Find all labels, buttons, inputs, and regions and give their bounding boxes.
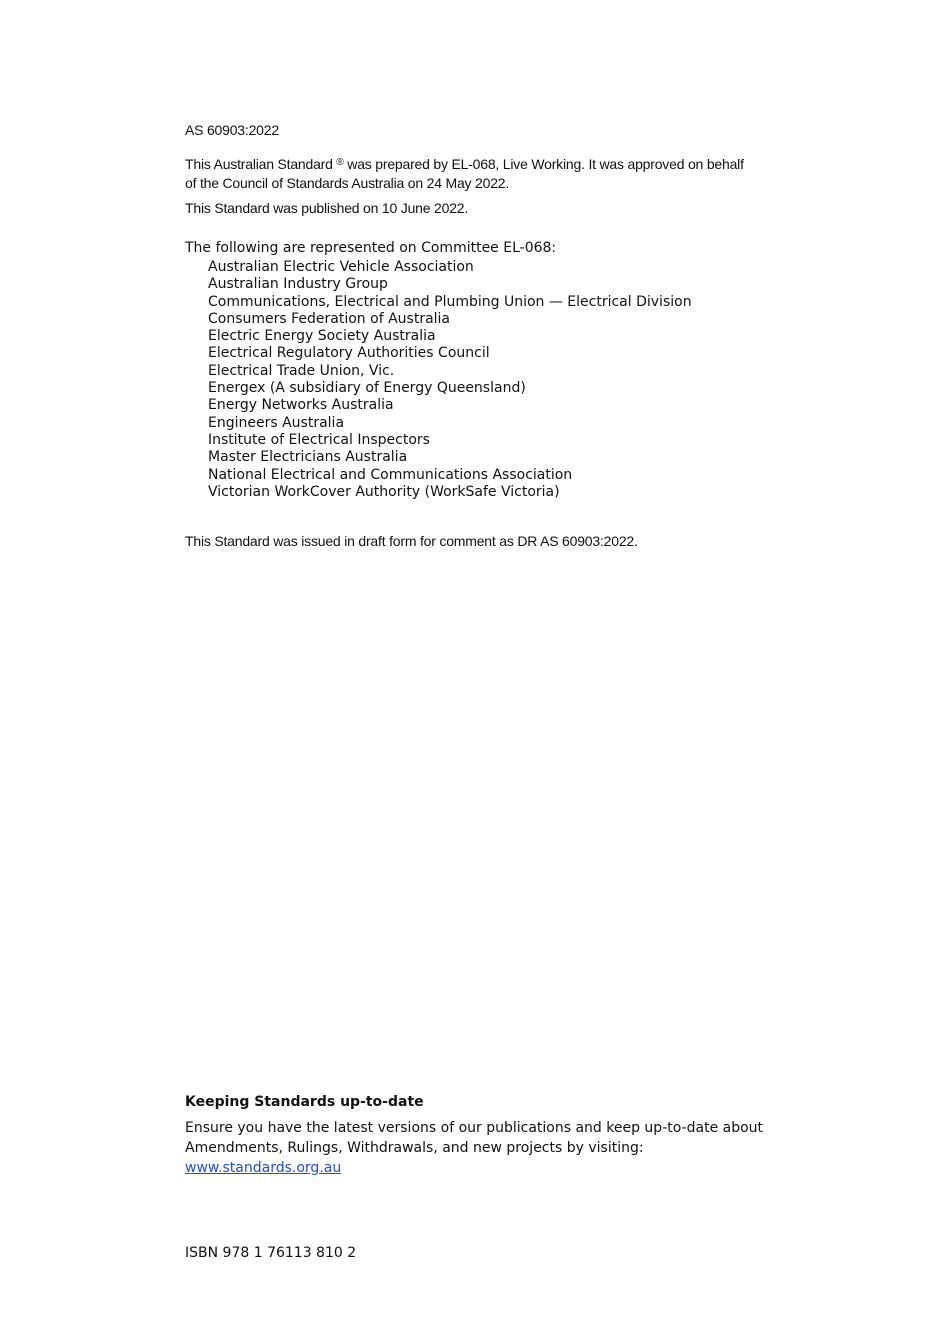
draft-note: This Standard was issued in draft form for comment as DR AS 60903:2022.: [185, 533, 638, 549]
approval-statement: [185, 155, 755, 193]
committee-member: Master Electricians Australia: [208, 449, 408, 466]
committee-member: Energex (A subsidiary of Energy Queensland): [208, 380, 526, 397]
committee-member: Consumers Federation of Australia: [208, 310, 451, 327]
registered-mark: ®: [336, 157, 344, 168]
keeping-up-to-date-text: [185, 1118, 785, 1178]
committee-member: Australian Electric Vehicle Association: [208, 259, 474, 275]
keeping-up-to-date-heading: Keeping Standards up-to-date: [185, 1094, 424, 1110]
document-id: AS 60903:2022: [185, 122, 279, 138]
keeping-up-to-date-body: Ensure you have the latest versions of our publications and keep up-to-date about Amendments, Rulings, Withdrawals, and new projects by visiting:: [185, 1120, 764, 1156]
committee-member: Institute of Electrical Inspectors: [208, 431, 430, 448]
committee-member: Communications, Electrical and Plumbing Union — Electrical Division: [208, 293, 692, 310]
committee-member: Australian Industry Group: [208, 276, 388, 293]
approval-text-end: was prepared by EL-068, Live Working. It was approved on behalf of the Council of Standards Australia on 24 May 2022.: [185, 156, 744, 191]
committee-member: Victorian WorkCover Authority (WorkSafe Victoria): [208, 483, 560, 500]
committee-member-list: [208, 259, 692, 501]
committee-member: Electrical Trade Union, Vic.: [208, 362, 395, 379]
committee-member: Electric Energy Society Australia: [208, 328, 436, 345]
published-statement: This Standard was published on 10 June 2022.: [185, 200, 469, 216]
committee-member: Electrical Regulatory Authorities Council: [208, 345, 490, 362]
isbn: ISBN 978 1 76113 810 2: [185, 1245, 357, 1261]
standards-website-link[interactable]: www.standards.org.au: [185, 1160, 342, 1176]
approval-text-start: This Australian Standard: [185, 156, 337, 172]
committee-member: Engineers Australia: [208, 414, 345, 431]
committee-member: National Electrical and Communications Association: [208, 466, 573, 483]
committee-member: Energy Networks Australia: [208, 397, 394, 414]
committee-intro: The following are represented on Committee EL-068:: [185, 240, 557, 256]
